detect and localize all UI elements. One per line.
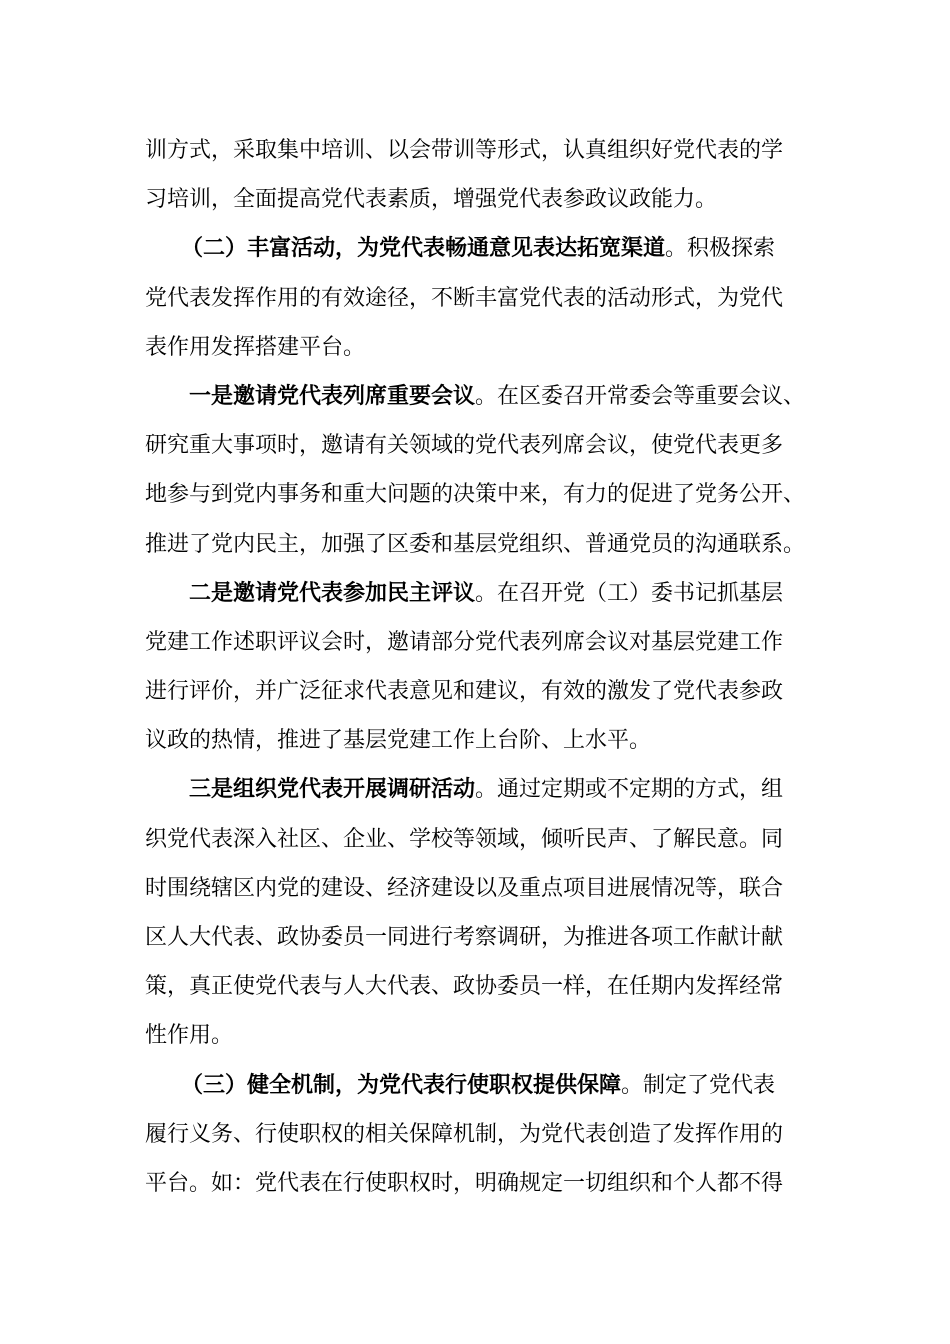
item-heading-line <box>145 765 805 814</box>
section-title: （三）健全机制，为党代表行使职权提供保障 <box>181 1072 622 1098</box>
text-line: 表作用发挥搭建平台。 <box>145 334 366 360</box>
section-title: （二）丰富活动，为党代表畅通意见表达拓宽渠道 <box>181 236 666 262</box>
paragraph-text: 。积极探索 <box>665 236 776 262</box>
text-line: 党代表发挥作用的有效途径，不断丰富党代表的活动形式，为党代 <box>145 285 784 311</box>
section-heading-line <box>145 1061 805 1110</box>
text-line: 议政的热情，推进了基层党建工作上台阶、上水平。 <box>145 728 652 754</box>
text-line: 进行评价，并广泛征求代表意见和建议，有效的激发了党代表参政 <box>145 679 784 705</box>
item-heading-line <box>145 372 805 421</box>
text-line: 习培训，全面提高党代表素质，增强党代表参政议政能力。 <box>145 187 718 213</box>
text-line: 区人大代表、政协委员一同进行考察调研，为推进各项工作献计献 <box>145 925 784 950</box>
item-title: 三是组织党代表开展调研活动 <box>189 777 476 803</box>
paragraph-text: 。通过定期或不定期的方式，组 <box>475 777 784 803</box>
item-title: 一是邀请党代表列席重要会议 <box>189 383 476 409</box>
text-line: 平台。如：党代表在行使职权时，明确规定一切组织和个人都不得 <box>145 1170 784 1196</box>
text-line: 党建工作述职评议会时，邀请部分党代表列席会议对基层党建工作 <box>145 629 784 655</box>
paragraph-text: 。在召开党（工）委书记抓基层 <box>475 580 784 606</box>
text-line: 履行义务、行使职权的相关保障机制，为党代表创造了发挥作用的 <box>145 1121 784 1147</box>
text-line: 推进了党内民主，加强了区委和基层党组织、普通党员的沟通联系。 <box>145 531 805 557</box>
text-line: 策，真正使党代表与人大代表、政协委员一样，在任期内发挥经常 <box>145 974 784 1000</box>
document-body <box>145 126 805 1208</box>
text-line: 训方式，采取集中培训、以会带训等形式，认真组织好党代表的学 <box>145 138 784 163</box>
paragraph-text: 。在区委召开常委会等重要会议、 <box>475 383 805 409</box>
paragraph-text: 。制定了党代表 <box>621 1072 776 1098</box>
item-heading-line <box>145 569 805 618</box>
text-line: 地参与到党内事务和重大问题的决策中来，有力的促进了党务公开、 <box>145 482 805 508</box>
text-line: 织党代表深入社区、企业、学校等领域，倾听民声、了解民意。同 <box>145 826 784 852</box>
text-line: 研究重大事项时，邀请有关领域的党代表列席会议，使党代表更多 <box>145 433 784 459</box>
text-line: 时围绕辖区内党的建设、经济建设以及重点项目进展情况等，联合 <box>145 875 784 901</box>
section-heading-line <box>145 224 805 273</box>
item-title: 二是邀请党代表参加民主评议 <box>189 580 476 606</box>
text-line: 性作用。 <box>145 1023 234 1049</box>
